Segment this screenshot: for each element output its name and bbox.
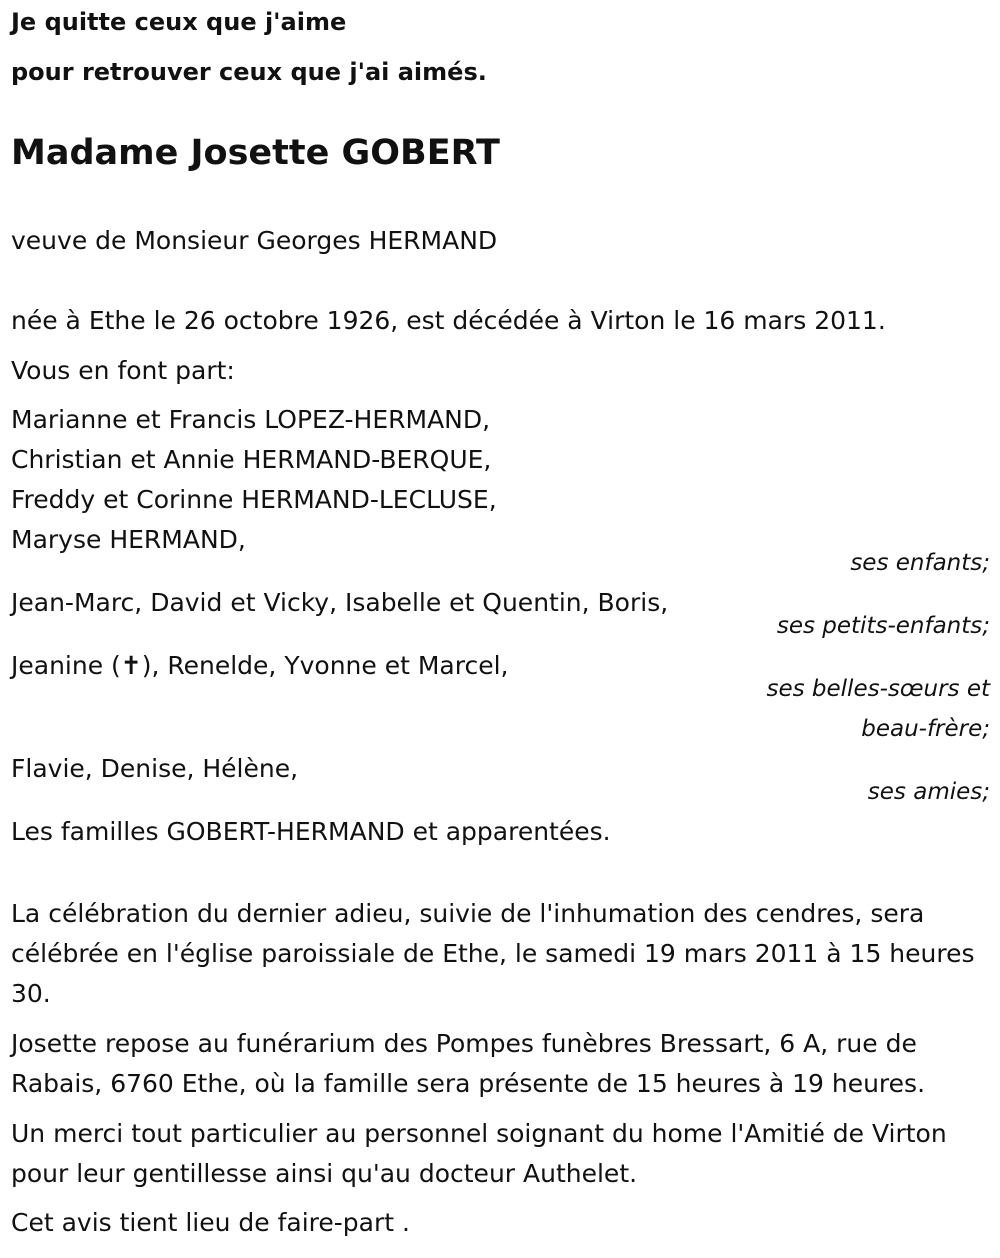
epigraph-line-2: pour retrouver ceux que j'ai aimés.: [11, 58, 487, 86]
in-laws-role-line-1: ses belles-sœurs et: [766, 676, 990, 702]
friends-role: ses amies;: [867, 779, 990, 805]
spouse-line: veuve de Monsieur Georges HERMAND: [11, 226, 498, 255]
child-entry: Maryse HERMAND,: [11, 525, 246, 554]
in-laws-list: Jeanine (✝), Renelde, Yvonne et Marcel,: [11, 651, 509, 680]
child-entry: Christian et Annie HERMAND-BERQUE,: [11, 445, 492, 474]
in-laws-role-line-2: beau-frère;: [861, 716, 990, 742]
children-role: ses enfants;: [850, 550, 990, 576]
ceremony-paragraph: La célébration du dernier adieu, suivie de l'inhumation des cendres, sera célébrée en l'église paroissiale de Ethe, le samedi 19 mars 2011 à 15 heures 30.: [11, 899, 975, 1008]
families-line: Les familles GOBERT-HERMAND et apparentées.: [11, 817, 611, 846]
thanks-paragraph: Un merci tout particulier au personnel soignant du home l'Amitié de Virton pour leur gentillesse ainsi qu'au docteur Authelet.: [11, 1119, 947, 1188]
deceased-name: Madame Josette GOBERT: [11, 133, 500, 173]
grandchildren-list: Jean-Marc, David et Vicky, Isabelle et Quentin, Boris,: [11, 588, 669, 617]
grandchildren-role: ses petits-enfants;: [776, 613, 990, 639]
child-entry: Freddy et Corinne HERMAND-LECLUSE,: [11, 485, 497, 514]
funeral-home-paragraph: Josette repose au funérarium des Pompes funèbres Bressart, 6 A, rue de Rabais, 6760 Ethe, où la famille sera présente de 15 heures à 19 heures.: [11, 1029, 926, 1098]
announcement-intro: Vous en font part:: [11, 356, 235, 385]
friends-list: Flavie, Denise, Hélène,: [11, 754, 299, 783]
child-entry: Marianne et Francis LOPEZ-HERMAND,: [11, 405, 491, 434]
epigraph-line-1: Je quitte ceux que j'aime: [11, 8, 347, 36]
birth-death-line: née à Ethe le 26 octobre 1926, est décédée à Virton le 16 mars 2011.: [11, 306, 886, 335]
closing-line: Cet avis tient lieu de faire-part .: [11, 1208, 410, 1237]
